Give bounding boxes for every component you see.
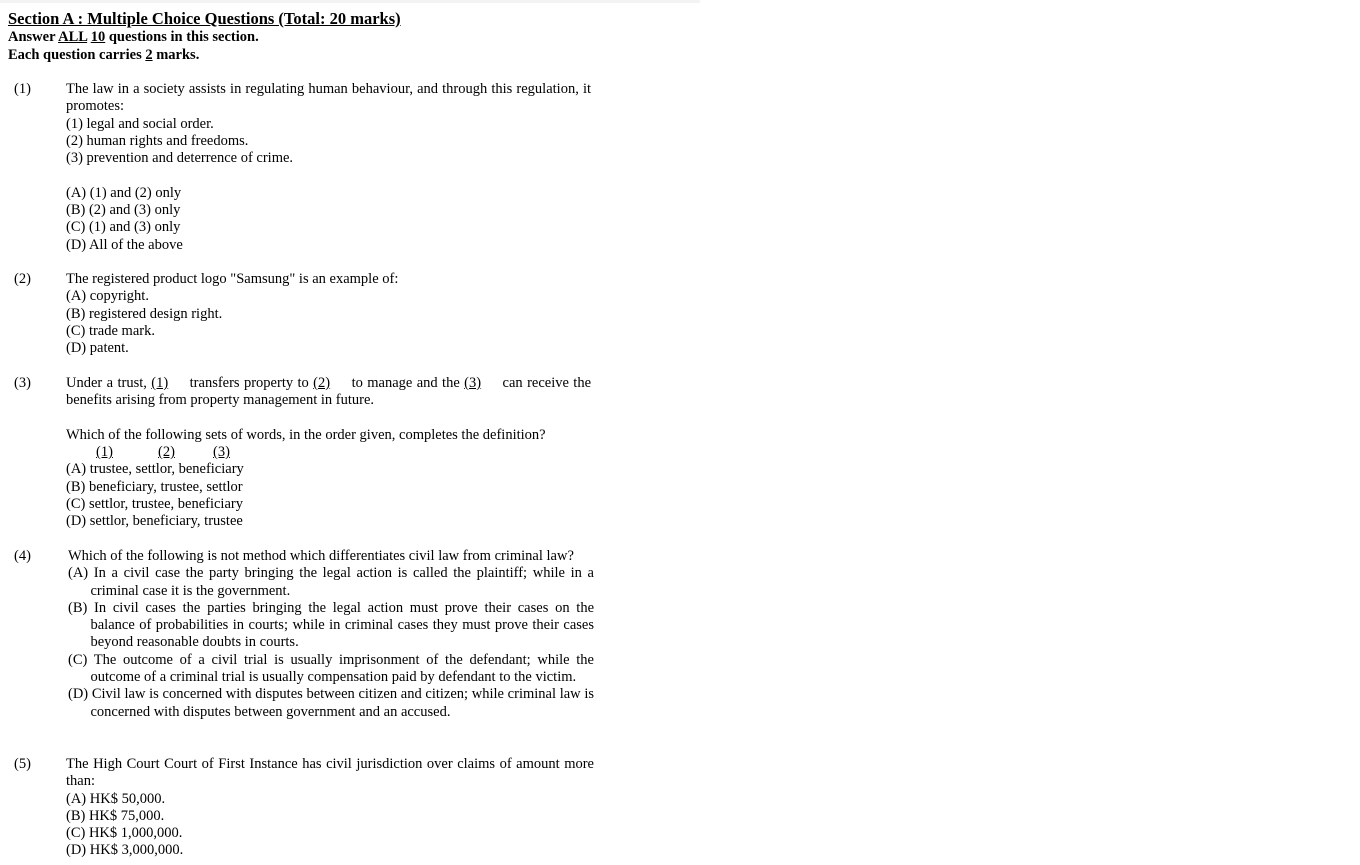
question-body <box>66 375 591 531</box>
question-number: (1) <box>14 81 31 97</box>
question-stem <box>66 375 591 410</box>
option-d: (D) HK$ 3,000,000. <box>66 842 184 859</box>
column-header-3: (3) <box>213 444 230 461</box>
instr-text: Answer <box>8 29 59 45</box>
question-stem: The law in a society assists in regulating human behaviour, and through this regulation, it promotes: <box>66 81 591 115</box>
column-header-2: (2) <box>158 444 175 461</box>
instr-text: Each question carries <box>8 46 146 63</box>
option-d: (D) patent. <box>66 340 129 357</box>
list-item: (2) human rights and freedoms. <box>66 132 249 149</box>
question-body <box>66 756 594 860</box>
option-a: (A) copyright. <box>66 288 149 305</box>
list-item: (3) prevention and deterrence of crime. <box>66 150 294 167</box>
question-body <box>66 271 591 357</box>
option-a: (A) HK$ 50,000. <box>66 790 166 807</box>
instr-text: questions in this section. <box>105 29 259 45</box>
option-b: (B) (2) and (3) only <box>66 202 181 219</box>
question-body <box>66 81 591 254</box>
instr-marks: 2 <box>145 46 153 63</box>
list-item: (1) legal and social order. <box>66 115 214 132</box>
option-c: (C) settlor, trustee, beneficiary <box>66 496 243 513</box>
instr-all: ALL <box>58 29 88 45</box>
top-rule <box>0 0 700 3</box>
question-number: (3) <box>14 375 31 391</box>
stem-text: to manage and the <box>347 375 465 391</box>
option-c: (C) HK$ 1,000,000. <box>66 825 183 842</box>
stem-text: transfers property to <box>185 375 314 391</box>
option-c: (C) trade mark. <box>66 322 155 339</box>
instruction-answer-all <box>8 29 401 47</box>
question-number: (5) <box>14 756 31 772</box>
question-stem: Which of the following is not method which differentiates civil law from criminal law? <box>68 548 574 564</box>
column-header-1: (1) <box>96 444 113 461</box>
section-title: Section A : Multiple Choice Questions (Total: 20 marks) <box>8 9 401 28</box>
option-b: (B) registered design right. <box>66 305 223 322</box>
blank-2: (2) <box>313 375 331 391</box>
blank-1: (1) <box>151 375 169 391</box>
option-d: (D) Civil law is concerned with disputes between citizen and citizen; while criminal law is concerned with disputes between government and an accused. <box>68 686 594 720</box>
question-number: (4) <box>14 548 31 564</box>
section-header <box>8 9 401 64</box>
stem-text: Under a trust, <box>66 375 152 391</box>
blank-3: (3) <box>464 375 482 391</box>
option-a: (A) In a civil case the party bringing the legal action is called the plaintiff; while in a criminal case it is the government. <box>68 565 594 599</box>
question-body <box>68 548 594 721</box>
option-c: (C) (1) and (3) only <box>66 219 181 236</box>
option-b: (B) HK$ 75,000. <box>66 807 165 824</box>
option-d: (D) settlor, beneficiary, trustee <box>66 513 243 530</box>
option-b: (B) In civil cases the parties bringing the legal action must prove their cases on the balance of probabilities in courts; while in criminal cases they must prove their cases beyond reasonable doubts in courts. <box>68 599 594 651</box>
question-stem: The High Court Court of First Instance has civil jurisdiction over claims of amount more than: <box>66 756 594 790</box>
instr-count: 10 <box>90 29 106 45</box>
option-a: (A) (1) and (2) only <box>66 184 182 201</box>
instr-text: marks. <box>152 46 200 63</box>
question-number: (2) <box>14 271 31 287</box>
option-c: (C) The outcome of a civil trial is usually imprisonment of the defendant; while the outcome of a criminal trial is usually compensation paid by defendant to the victim. <box>68 651 594 686</box>
question-prompt: Which of the following sets of words, in the order given, completes the definition? <box>66 426 546 443</box>
instruction-marks <box>8 47 401 65</box>
stem-text: can receive the benefits arising from property management in future. <box>66 375 592 409</box>
question-stem: The registered product logo "Samsung" is an example of: <box>66 271 399 287</box>
option-a: (A) trustee, settlor, beneficiary <box>66 461 244 478</box>
option-d: (D) All of the above <box>66 236 183 253</box>
option-b: (B) beneficiary, trustee, settlor <box>66 478 243 495</box>
column-headers <box>66 444 591 461</box>
